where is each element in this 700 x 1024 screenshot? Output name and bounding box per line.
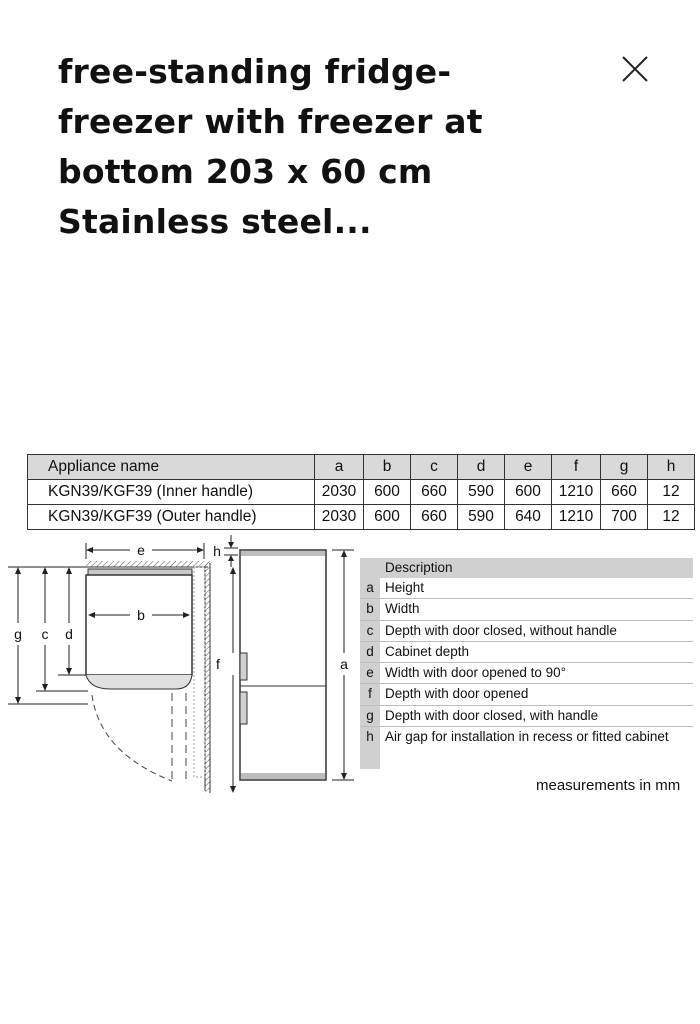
label-c: c bbox=[41, 626, 49, 642]
table-header-row bbox=[28, 455, 695, 480]
column-header: b bbox=[364, 455, 411, 480]
table-cell: 660 bbox=[411, 480, 458, 505]
column-header: a bbox=[315, 455, 364, 480]
table-cell: 12 bbox=[648, 480, 695, 505]
dimension-e bbox=[86, 542, 204, 559]
legend-text: Depth with door closed, without handle bbox=[385, 622, 617, 638]
legend-row bbox=[360, 684, 693, 705]
legend-text: Air gap for installation in recess or fitted cabinet bbox=[385, 729, 669, 745]
table-cell: 590 bbox=[458, 480, 505, 505]
column-header: f bbox=[552, 455, 601, 480]
label-d: d bbox=[65, 626, 73, 642]
fridge-side-view bbox=[240, 550, 326, 780]
table-cell: 2030 bbox=[315, 480, 364, 505]
table-cell: 660 bbox=[411, 505, 458, 530]
table-cell: 600 bbox=[364, 505, 411, 530]
legend-letter: b bbox=[360, 599, 380, 619]
legend-tail bbox=[360, 747, 380, 769]
table-cell: 12 bbox=[648, 505, 695, 530]
legend-row bbox=[360, 578, 693, 599]
table-cell: 640 bbox=[505, 505, 552, 530]
label-a: a bbox=[340, 656, 348, 672]
wall-hatch bbox=[205, 561, 210, 793]
legend-letter: h bbox=[360, 727, 380, 747]
table-row bbox=[28, 480, 695, 505]
table-cell: 600 bbox=[364, 480, 411, 505]
column-header: g bbox=[601, 455, 648, 480]
description-heading: Description bbox=[360, 558, 693, 578]
legend-letter: c bbox=[360, 621, 380, 641]
legend-text: Height bbox=[385, 580, 425, 595]
table-row bbox=[28, 505, 695, 530]
units-note: measurements in mm bbox=[536, 777, 681, 794]
legend-letter: g bbox=[360, 706, 380, 726]
label-b: b bbox=[137, 607, 145, 623]
column-header: d bbox=[458, 455, 505, 480]
legend-row bbox=[360, 599, 693, 620]
label-e: e bbox=[137, 542, 145, 558]
column-header: Appliance name bbox=[28, 455, 315, 480]
dimension-diagram bbox=[0, 533, 360, 803]
table-cell: 700 bbox=[601, 505, 648, 530]
column-header: e bbox=[505, 455, 552, 480]
legend-letter: d bbox=[360, 642, 380, 662]
table-cell: 660 bbox=[601, 480, 648, 505]
close-icon[interactable] bbox=[620, 54, 650, 84]
table-cell: 2030 bbox=[315, 505, 364, 530]
legend-letter: e bbox=[360, 663, 380, 683]
column-header: c bbox=[411, 455, 458, 480]
dimension-h bbox=[213, 535, 238, 567]
table-cell: KGN39/KGF39 (Inner handle) bbox=[28, 480, 315, 505]
ceiling-hatch bbox=[86, 561, 208, 567]
legend-text: Depth with door closed, with handle bbox=[385, 707, 599, 723]
fridge-top-view bbox=[86, 569, 192, 689]
label-f: f bbox=[216, 656, 220, 672]
legend-row bbox=[360, 621, 693, 642]
table-cell: KGN39/KGF39 (Outer handle) bbox=[28, 505, 315, 530]
legend-row bbox=[360, 727, 693, 747]
legend-letter: f bbox=[360, 684, 380, 704]
fridge-handle bbox=[240, 653, 247, 680]
legend-text: Depth with door opened bbox=[385, 686, 529, 702]
legend-text: Width bbox=[385, 601, 420, 617]
dimension-f bbox=[216, 567, 236, 793]
column-header: h bbox=[648, 455, 695, 480]
table-cell: 590 bbox=[458, 505, 505, 530]
label-g: g bbox=[14, 626, 22, 642]
legend-text: Cabinet depth bbox=[385, 643, 470, 659]
dimension-a bbox=[332, 550, 354, 780]
legend-row bbox=[360, 663, 693, 684]
legend-row bbox=[360, 706, 693, 727]
door-swing bbox=[92, 693, 186, 781]
dimensions-table bbox=[27, 454, 695, 530]
legend-letter: a bbox=[360, 578, 380, 598]
table-cell: 1210 bbox=[552, 480, 601, 505]
page-title: free-standing fridge-freezer with freezer at bottom 203 x 60 cm Stainless steel... bbox=[58, 52, 483, 241]
description-legend bbox=[360, 558, 693, 769]
table-cell: 600 bbox=[505, 480, 552, 505]
label-h: h bbox=[213, 543, 221, 559]
table-cell: 1210 bbox=[552, 505, 601, 530]
freezer-handle bbox=[240, 692, 247, 724]
legend-text: Width with door opened to 90° bbox=[385, 665, 567, 681]
dimension-gcd bbox=[8, 567, 88, 704]
legend-row bbox=[360, 642, 693, 663]
